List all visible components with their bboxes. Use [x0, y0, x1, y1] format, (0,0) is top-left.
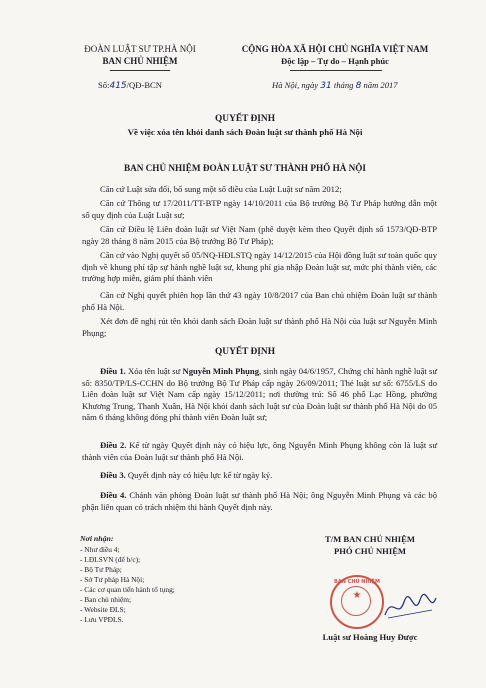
doc-number-prefix: Số: [98, 80, 110, 90]
recipient-item: - Ban chủ nhiệm; [80, 595, 132, 604]
recipient-item: - LĐLSVN (để b/c); [80, 555, 141, 564]
issue-date [272, 80, 452, 93]
preamble-item: Căn cứ Thông tư 17/2011/TT-BTP ngày 14/10/2011 của Bộ trưởng Bộ Tư Pháp hướng dẫn một số quy định của Luật Luật sư; [82, 198, 437, 220]
recipient-item: - Website ĐLS; [80, 605, 126, 614]
seal-text: BAN CHỦ NHIỆM [334, 579, 380, 585]
document-title: QUYẾT ĐỊNH [215, 114, 275, 124]
preamble-item: Căn cứ Luật sửa đổi, bổ sung một số điều của Luật Luật sư năm 2012; [100, 184, 342, 194]
article-3 [82, 470, 437, 482]
article-1-label: Điều 1. [100, 366, 126, 376]
date-suffix: năm 2017 [363, 80, 398, 90]
motto-underline [290, 70, 382, 71]
article-4-text: Chánh văn phòng Đoàn luật sư thành phố Hà Nội; ông Nguyễn Minh Phụng và các bộ phận liên quan có trách nhiệm thi hành Quyết định này. [82, 490, 438, 512]
article-4-label: Điều 4. [100, 490, 127, 500]
recipient-item: - Các cơ quan tiến hành tố tụng; [80, 585, 175, 594]
date-day: 31 [320, 81, 332, 91]
article-1 [82, 366, 437, 424]
issuing-authority: BAN CHỦ NHIỆM ĐOÀN LUẬT SƯ THÀNH PHỐ HÀ NỘI [123, 163, 367, 173]
preamble-item: Xét đơn đề nghị rút tên khỏi danh sách Đoàn luật sư thành phố Hà Nội của luật sư Nguyễn Minh Phụng; [82, 316, 437, 338]
article-2-text: Kể từ ngày Quyết định này có hiệu lực, ông Nguyễn Minh Phụng không còn là luật sư thành viên của Đoàn luật sư thành phố Hà Nội. [82, 440, 438, 462]
org-unit: BAN CHỦ NHIỆM [102, 56, 178, 66]
nation-name: CỘNG HÒA XÃ HỘI CHỦ NGHĨA VIỆT NAM [241, 44, 429, 54]
recipient-item: - Như điều 4; [80, 545, 120, 554]
preamble-item: Căn cứ Nghị quyết phiên họp lần thứ 43 ngày 10/8/2017 của Ban chủ nhiệm Đoàn luật sư thành phố Hà Nội. [82, 290, 437, 312]
article-1-intro: Xóa tên luật sư [125, 366, 183, 376]
doc-number-suffix: /QĐ-BCN [126, 80, 162, 90]
date-prefix: Hà Nội, ngày [272, 80, 319, 90]
decision-heading: QUYẾT ĐỊNH [215, 347, 275, 357]
date-month: 8 [355, 81, 362, 91]
lawyer-name: Nguyễn Minh Phụng [182, 366, 259, 376]
article-4 [82, 490, 437, 513]
org-underline [110, 70, 170, 71]
signature-title: T/M BAN CHỦ NHIỆM [325, 534, 415, 544]
signature-position: PHÓ CHỦ NHIỆM [333, 546, 407, 556]
doc-number [98, 80, 208, 93]
national-motto: Độc lập – Tự do – Hạnh phúc [281, 56, 389, 66]
signer-name: Luật sư Hoàng Huy Được [322, 632, 418, 642]
doc-number-handwritten: 415 [109, 81, 127, 91]
recipient-item: - Lưu VPĐLS. [80, 615, 124, 624]
org-name: ĐOÀN LUẬT SƯ TP.HÀ NỘI [84, 44, 196, 54]
handwritten-signature [380, 590, 440, 625]
document-subject: Về việc xóa tên khỏi danh sách Đoàn luật sư thành phố Hà Nội [127, 127, 363, 137]
article-3-label: Điều 3. [100, 470, 126, 480]
article-1-text: , sinh ngày 04/6/1957, Chứng chỉ hành nghề luật sư số: 8350/TP/LS-CCHN do Bộ trưởng Bộ Tư Pháp cấp ngày 26/09/2011; Thẻ luật sư số: 6755/LS do Liên đoàn luật sư Việt Nam cấp ngày 15/12/2011; nơi thường trú: Số 46 phố Lạc Hồng, phường Khương Trung, Thanh Xuân, Hà Nội khỏi danh sách luật sư của Đoàn luật sư thành phố Hà Nội do 05 năm 6 tháng không đóng phí thành viên Đoàn luật sư; [82, 366, 437, 423]
article-2 [82, 440, 437, 463]
recipient-item: - Bộ Tư Pháp; [80, 565, 122, 574]
date-mid: tháng [333, 80, 354, 90]
article-3-text: Quyết định này có hiệu lực kể từ ngày ký. [125, 470, 273, 480]
official-seal [330, 575, 384, 629]
preamble-item: Căn cứ Điều lệ Liên đoàn luật sư Việt Nam (phê duyệt kèm theo Quyết định số 1573/QĐ-BTP ngày 28 tháng 8 năm 2015 của Bộ trưởng Bộ Tư Pháp); [82, 224, 437, 246]
article-2-label: Điều 2. [100, 440, 127, 450]
recipients-heading: Nơi nhận: [80, 534, 114, 543]
preamble-item: Căn cứ vào Nghị quyết số 05/NQ-HĐLSTQ ngày 14/12/2015 của Hội đồng luật sư toàn quốc quy định về khung phí tập sự hành nghề luật sư, khung phí gia nhập Đoàn luật sư, mức phí thành viên, các trường hợp miễn, giảm phí thành viên [82, 250, 437, 284]
seal-star-icon: ★ [352, 590, 362, 601]
recipient-item: - Sở Tư pháp Hà Nội; [80, 575, 145, 584]
